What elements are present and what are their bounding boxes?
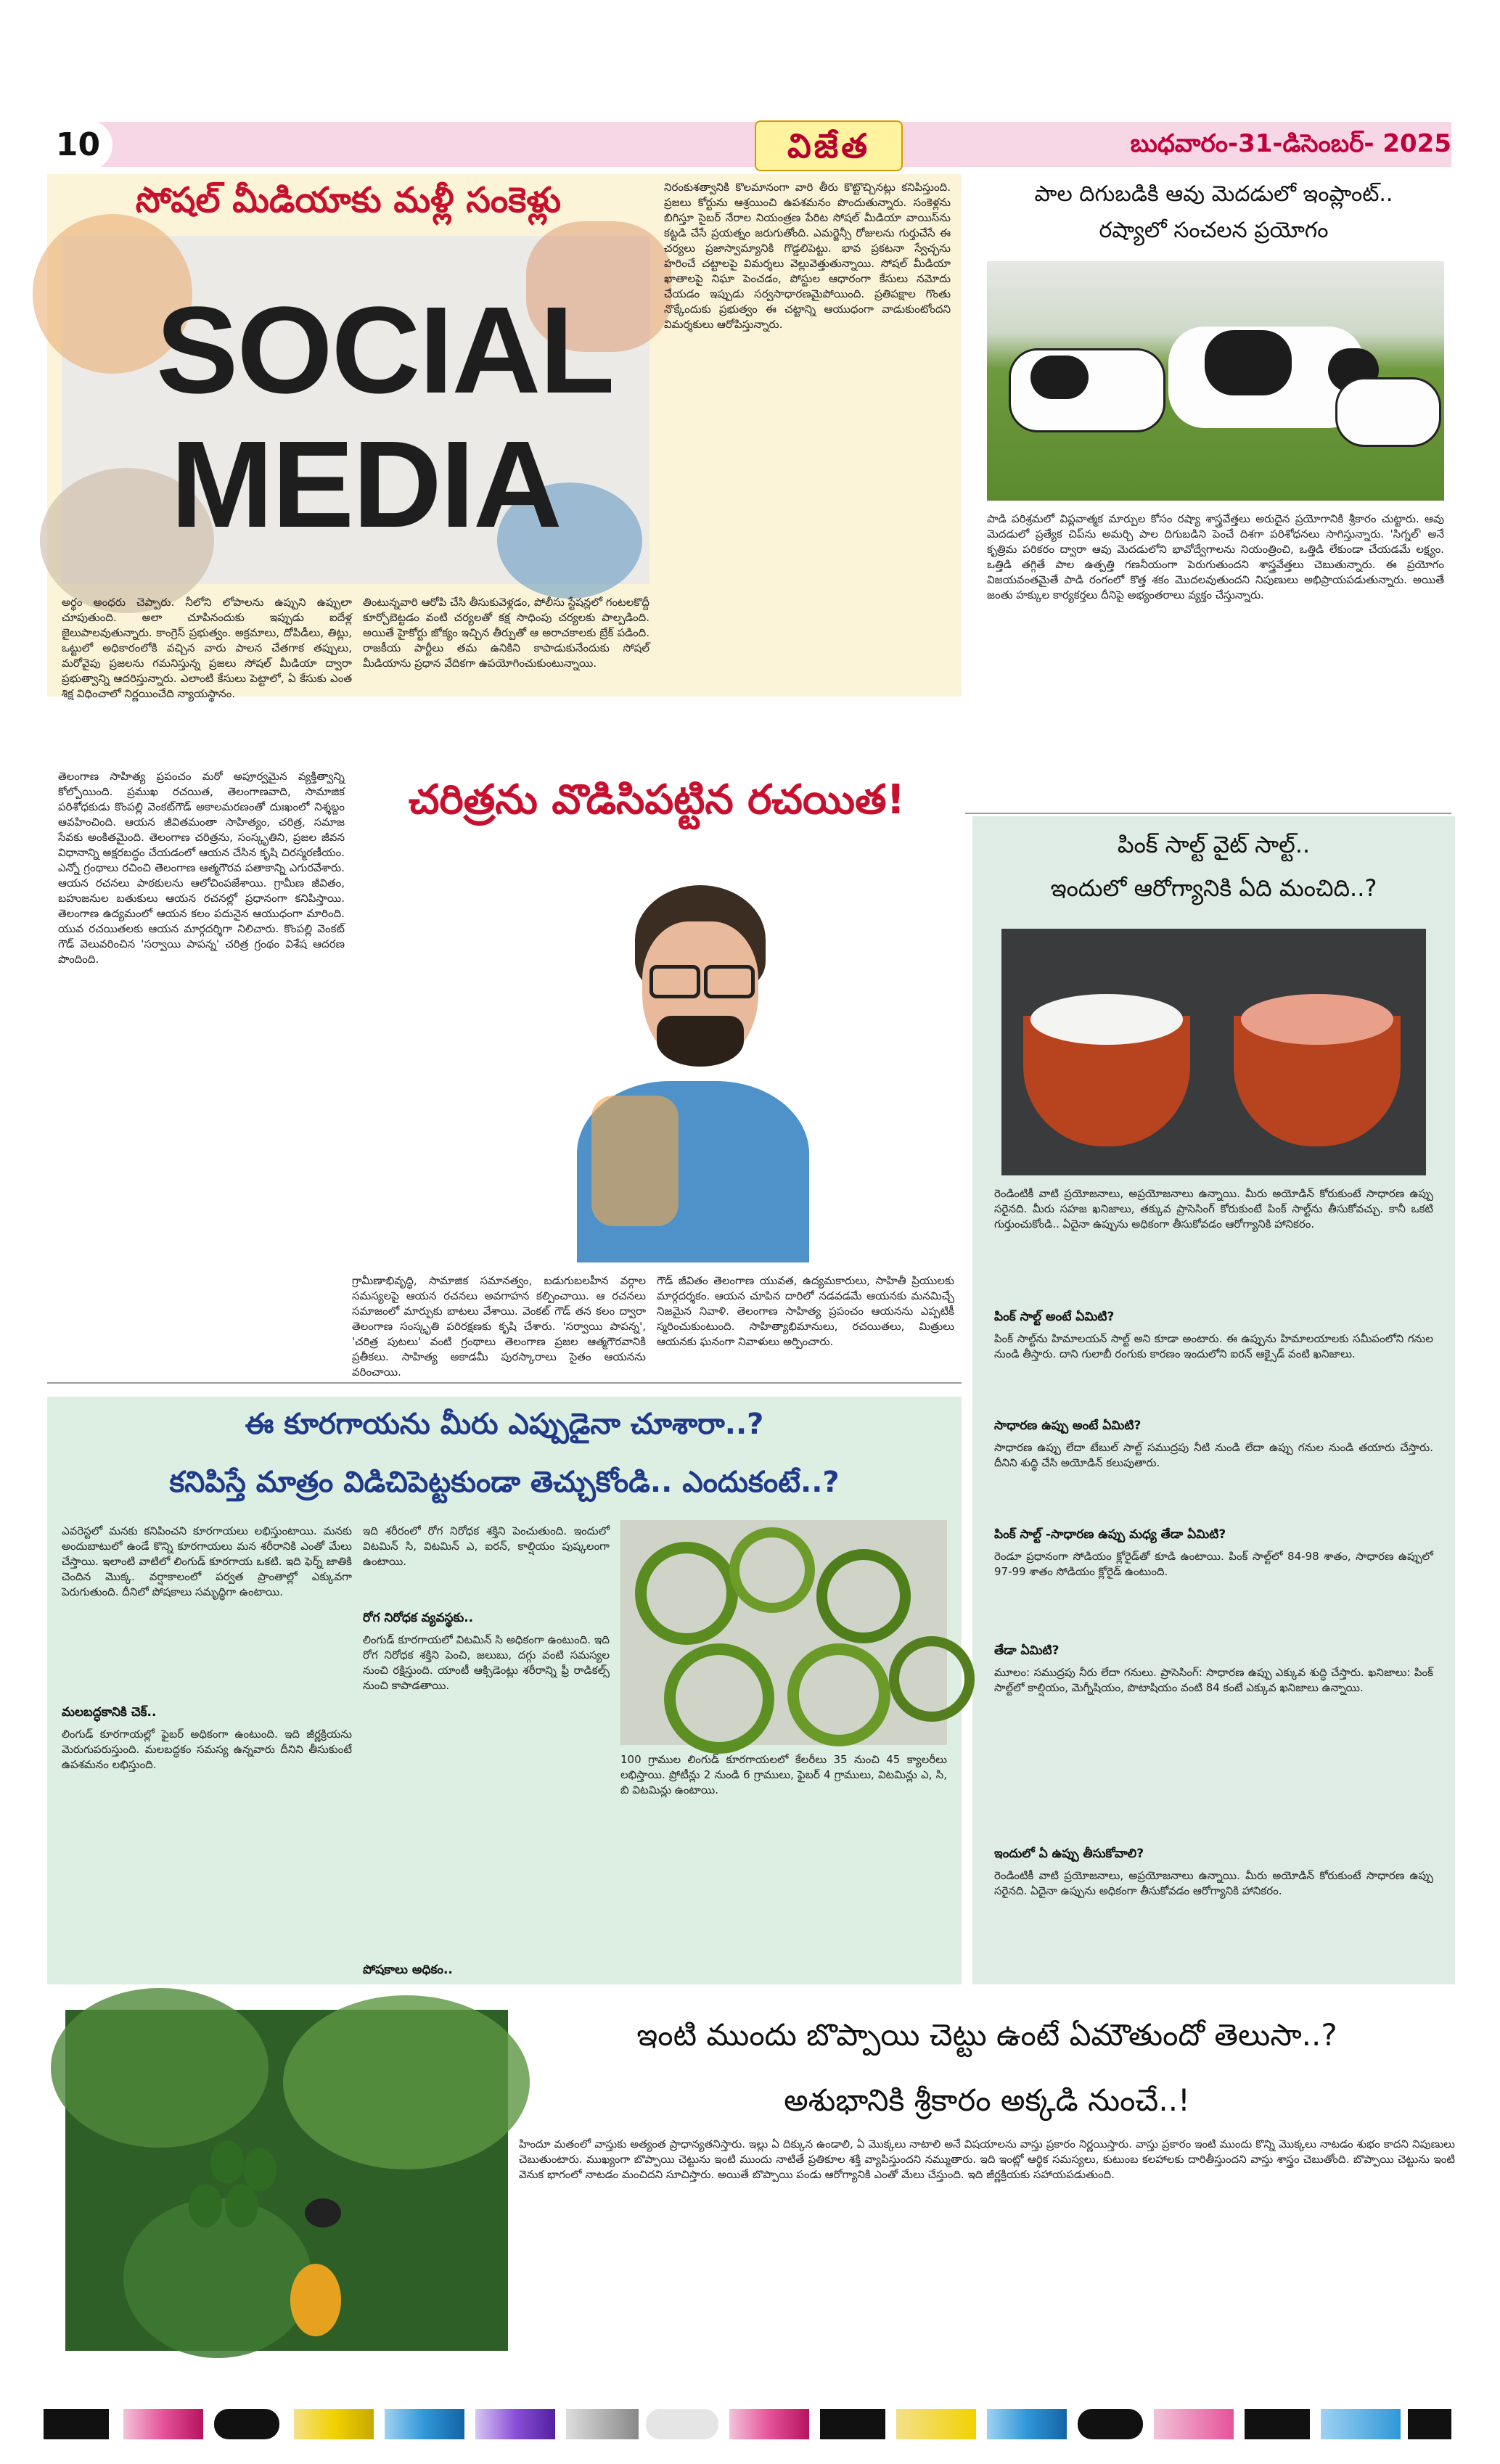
cow-headline-line2: రష్యాలో సంచలన ప్రయోగం xyxy=(1099,218,1329,243)
social-media-headline: సోషల్ మీడియాకు మళ్లీ సంకెళ్లు xyxy=(135,180,562,221)
fern-body-mid-2: లింగుడ్ కూరగాయలో విటమిన్ సి అధికంగా ఉంటుంది. ఇది రోగ నిరోధక శక్తిని పెంచి, జలుబు, దగ్గు వంటి సమస్యల నుంచి రక్షిస్తుంది. యాంటీ ఆక్సిడెంట్లు శరీరాన్ని ఫ్రీ రాడికల్స్ నుంచి కాపాడతాయి. xyxy=(363,1633,610,1692)
social-image-word-2: MEDIA xyxy=(171,416,561,554)
salt-q4: తేడా ఏమిటి? xyxy=(994,1643,1060,1658)
writer-body-mid: గ్రామీణాభివృద్ధి, సామాజిక సమానత్వం, బడుగుబలహీన వర్గాల సమస్యలపై ఆయన రచనలు అవగాహన కల్పించాయి. ఆ రచనలు సమాజంలో మార్పుకు బాటలు వేశాయి. వెంకట్ గౌడ్ తన కలం ద్వారా తెలంగాణ సంస్కృతి పరిరక్షణకు కృషి చేశారు. 'సర్వాయి పాపన్న', 'చరిత్ర పుటలు' వంటి గ్రంథాలు తెలంగాణ ప్రజల ఆత్మగౌరవానికి ప్రతీకలు. సాహిత్య అకాడమీ పురస్కారాలు సైతం ఆయనను వరించాయి. xyxy=(352,1274,646,1379)
fern-body-left-2: లింగుడ్ కూరగాయల్లో ఫైబర్ అధికంగా ఉంటుంది. ఇది జీర్ణక్రియను మెరుగుపరుస్తుంది. మలబద్ధకం సమస్య ఉన్నవారు దీనిని తీసుకుంటే ఉపశమనం లభిస్తుంది. xyxy=(62,1728,352,1771)
salt-a4: మూలం: సముద్రపు నీరు లేదా గనులు. ప్రాసెసింగ్: సాధారణ ఉప్పు ఎక్కువ శుద్ధి చేస్తారు. ఖనిజాలు: పింక్ సాల్ట్‌లో కాల్షియం, మెగ్నీషియం, పొటాషియం వంటి 84 కంటే ఎక్కువ ఖనిజాలు ఉన్నాయి. xyxy=(994,1666,1433,1694)
cow-article xyxy=(972,174,1455,805)
salt-a1: పింక్ సాల్ట్‌ను హిమాలయన్ సాల్ట్ అని కూడా అంటారు. ఈ ఉప్పును హిమాలయాలకు సమీపంలోని గనుల నుండి తీస్తారు. దాని గులాబీ రంగుకు కారణం ఇందులోని ఐరన్ ఆక్సైడ్ వంటి ఖనిజాలు. xyxy=(994,1332,1433,1360)
social-media-body-mid: తింటున్నవారి ఆరోపి చేసి తీసుకువెళ్లడం, పోలీసు స్టేషన్లలో గంటలకొద్దీ కూర్చోబెట్టడం వంటి చర్యలతో కక్ష సాధింపు చర్యలకు పాల్పడింది. అయితే హైకోర్టు జోక్యం ఇచ్చిన తీర్పుతో ఆ అరాచకాలకు బ్రేక్ పడింది. రాజకీయ పార్టీలు తమ ఉనికిని కాపాడుకునేందుకు సోషల్ మీడియాను ప్రధాన వేదికగా ఉపయోగించుకుంటున్నాయి. xyxy=(363,596,649,670)
fern-body-left: ఎవరెస్టలో మనకు కనిపించని కూరగాయలు లభిస్తుంటాయి. మనకు అందుబాటులో ఉండే కొన్ని కూరగాయలు మన శరీరానికి ఎంతో మేలు చేస్తాయి. ఇలాంటి వాటిలో లింగుడ్ కూరగాయ ఒకటి. ఇది ఫెర్న్ జాతికి చెందిన మొక్క. వర్షాకాలంలో పర్వత ప్రాంతాల్లో ఎక్కువగా పెరుగుతుంది. దీనిలో పోషకాలు సమృద్ధిగా ఉంటాయి. xyxy=(62,1524,352,1598)
salt-headline-line1: పింక్ సాల్ట్ వైట్ సాల్ట్.. xyxy=(1117,831,1311,858)
cow-body: పాడి పరిశ్రమలో విప్లవాత్మక మార్పుల కోసం రష్యా శాస్త్రవేత్తలు అరుదైన ప్రయోగానికి శ్రీకారం చుట్టారు. ఆవు మెదడులో ప్రత్యేక చిప్‌ను అమర్చి పాల దిగుబడిని పెంచే దిశగా పరిశోధనలు సాగిస్తున్నారు. 'సిగ్నల్' అనే కృత్రిమ పరికరం ద్వారా ఆవు మెదడులోని భావోద్వేగాలను నియంత్రించి, ఒత్తిడి లేకుండా చేయడమే లక్ష్యం. ఒత్తిడి తగ్గితే పాల ఉత్పత్తి గణనీయంగా పెరుగుతుందని శాస్త్రవేత్తలు చెబుతున్నారు. ఈ ప్రయోగం విజయవంతమైతే పాడి రంగంలో కొత్త శకం మొదలవుతుందని నిపుణులు అభిప్రాయపడుతున్నారు. అయితే జంతు హక్కుల కార్యకర్తలు దీనిపై అభ్యంతరాలు వ్యక్తం చేస్తున్నారు. xyxy=(987,512,1444,601)
writer-portrait xyxy=(548,856,838,1262)
masthead-logo: విజేత xyxy=(755,120,903,171)
writer-body-left: తెలంగాణ సాహిత్య ప్రపంచం మరో అపూర్వమైన వ్యక్తిత్వాన్ని కోల్పోయింది. ప్రముఖ రచయిత, తెలంగాణవాది, సామాజిక పరిశోధకుడు కొంపల్లి వెంకట్‌గౌడ్ అకాలమరణంతో దుఃఖంలో నిశ్శబ్దం ఆవహించింది. ఆయన జీవితమంతా సాహిత్యం, చరిత్ర, సమాజ సేవకు అంకితమైంది. తెలంగాణ చరిత్రను, సంస్కృతిని, ప్రజల జీవన విధానాన్ని అక్షరబద్ధం చేయడంలో ఆయన చేసిన కృషి చిరస్మరణీయం. ఎన్నో గ్రంథాలు రచించి తెలంగాణ ఆత్మగౌరవ పతాకాన్ని ఎగురవేశారు. ఆయన రచనలు పాఠకులను ఆలోచింపజేశాయి. గ్రామీణ జీవితం, బహుజనుల బతుకులు ఆయన రచనల్లో ప్రధానంగా కనిపిస్తాయి. తెలంగాణ ఉద్యమంలో ఆయన కలం పదునైన ఆయుధంగా మారింది. యువ రచయితలకు ఆయన మార్గదర్శిగా నిలిచారు. కొంపల్లి వెంకట్ గౌడ్ వెలువరించిన 'సర్వాయి పాపన్న' చరిత్ర గ్రంథం విశేష ఆదరణ పొందింది. xyxy=(58,770,345,966)
papaya-body: హిందూ మతంలో వాస్తుకు అత్యంత ప్రాధాన్యతనిస్తారు. ఇల్లు ఏ దిక్కున ఉండాలి, ఏ మొక్కలు నాటాలి అనే విషయాలను వాస్తు ప్రకారం నిర్ణయిస్తారు. వాస్తు ప్రకారం ఇంటి ముందు కొన్ని మొక్కలు నాటడం శుభం కాదని నిపుణులు చెబుతుంటారు. ముఖ్యంగా బొప్పాయి చెట్టును ఇంటి ముందు నాటితే ప్రతికూల శక్తి వ్యాపిస్తుందని నమ్ముతారు. ఇది ఇంట్లో ఆర్థిక సమస్యలు, కుటుంబ కలహాలకు దారితీస్తుందని వాస్తు శాస్త్రం చెబుతోంది. బొప్పాయి చెట్టును ఇంటి వెనుక భాగంలో నాటడం మంచిదని సూచిస్తారు. అయితే బొప్పాయి పండు ఆరోగ్యానికి ఎంతో మేలు చేస్తుంది. ఇది జీర్ణక్రియకు సహాయపడుతుంది. xyxy=(519,2137,1455,2181)
fern-image xyxy=(620,1520,947,1745)
divider-2 xyxy=(47,1382,962,1384)
fern-subheading-caption: పోషకాలు అధికం.. xyxy=(363,1963,453,1977)
cow-image xyxy=(987,261,1444,501)
social-media-body-left: అర్థం అంధరు చెప్పారు. నీలోని లోపాలను ఉప్పుని ఉప్పులా చూపుతుంది. అలా చూపినందుకు ఇప్పుడు ఐదేళ్ల జైలుపాలవుతున్నారు. కాంగ్రెస్ ప్రభుత్వం. అక్రమాలు, దోపిడీలు, తిట్లు, ఒట్టులో అధికారంలోకి వచ్చిన వారు పాలన చేతగాక తప్పులు, మరోవైపు ప్రజలను గమనిస్తున్న ప్రజలు సోషల్ మీడియా ద్వారా ప్రభుత్వాన్ని ఆదరిస్తున్నారు. ఎలాంటి కేసులు పెట్టాలో, ఏ కేసుకు ఎంత శిక్ష విధించాలో నిర్ణయించేది న్యాయస్థానం. xyxy=(62,596,352,700)
social-media-article xyxy=(47,174,962,700)
salt-q5: ఇందులో ఏ ఉప్పు తీసుకోవాలి? xyxy=(994,1847,1144,1861)
writer-body-right: గౌడ్ జీవితం తెలంగాణ యువత, ఉద్యమకారులు, సాహితీ ప్రియులకు మార్గదర్శకం. ఆయన చూపిన దారిలో నడవడమే ఆయనకు మనమిచ్చే నిజమైన నివాళి. తెలంగాణ సాహిత్య ప్రపంచం ఆయనను ఎప్పటికీ స్మరించుకుంటుంది. సాహిత్యాభిమానులు, రచయితలు, మిత్రులు ఆయనకు ఘనంగా నివాళులు అర్పించారు. xyxy=(657,1274,954,1348)
salt-headline-line2: ఇందులో ఆరోగ్యానికి ఏది మంచిది..? xyxy=(1050,874,1377,902)
salt-article xyxy=(972,816,1455,1984)
writer-article xyxy=(47,762,962,1379)
salt-image xyxy=(1001,929,1426,1175)
fern-body-mid: ఇది శరీరంలో రోగ నిరోధక శక్తిని పెంచుతుంది. ఇందులో విటమిన్ సి, విటమిన్ ఎ, ఐరన్, కాల్షియం పుష్కలంగా ఉంటాయి. xyxy=(363,1524,610,1568)
papaya-headline-line2: అశుభానికి శ్రీకారం అక్కడి నుంచే..! xyxy=(784,2082,1190,2118)
papaya-headline-line1: ఇంటి ముందు బొప్పాయి చెట్టు ఉంటే ఏమౌతుందో తెలుసా..? xyxy=(636,2017,1337,2053)
papaya-image xyxy=(65,2010,508,2351)
social-media-body-right: నిరంకుశత్వానికి కొలమానంగా వారి తీరు కొట్టొచ్చినట్లు కనిపిస్తుంది. ప్రజలు కోర్టును ఆశ్రయించి ఉపశమనం పొందుతున్నారు. సంకెళ్లను బిగిస్తూ సైబర్ నేరాల నియంత్రణ పేరిట సోషల్ మీడియా వాయిస్‌ను కట్టడి చేసే ప్రయత్నం జరుగుతోంది. ఎమర్జెన్సీ రోజులను గుర్తుచేసే ఈ చర్యలు ప్రజాస్వామ్యానికి గొడ్డలిపెట్టు. భావ ప్రకటనా స్వేచ్ఛను హరించే చట్టాలపై విమర్శలు వెల్లువెత్తుతున్నాయి. సోషల్ మీడియా ఖాతాలపై నిఘా పెంచడం, పోస్టుల ఆధారంగా కేసులు నమోదు చేయడం ఇప్పుడు సర్వసాధారణమైపోయింది. ప్రతిపక్షాల గొంతు నొక్కేందుకు ప్రభుత్వం ఈ చట్టాన్ని ఆయుధంగా వాడుకుంటోందని విమర్శకులు ఆరోపిస్తున్నారు. xyxy=(664,181,951,331)
writer-headline: చరిత్రను వొడిసిపట్టిన రచయిత! xyxy=(408,776,906,824)
social-media-image xyxy=(62,236,649,584)
divider-1 xyxy=(965,813,1451,814)
papaya-article xyxy=(47,2003,1455,2394)
fern-subheading-left: మలబద్ధకానికి చెక్.. xyxy=(62,1705,157,1720)
issue-date: బుధవారం-31-డిసెంబర్- 2025 xyxy=(1130,129,1451,158)
salt-intro: రెండింటికీ వాటి ప్రయోజనాలు, అప్రయోజనాలు ఉన్నాయి. మీరు అయోడిన్ కోరుకుంటే సాధారణ ఉప్పు సరైనది. మీరు సహజ ఖనిజాలు, తక్కువ ప్రాసెసింగ్ కోరుకుంటే పింక్ సాల్ట్‌ను తీసుకోవచ్చు. కానీ ఒకటి గుర్తుంచుకోండి.. ఏదైనా ఉప్పును అధికంగా తీసుకోవడం ఆరోగ్యానికి హానికరం. xyxy=(994,1187,1433,1231)
fern-subheading-mid: రోగ నిరోధక వ్యవస్థకు.. xyxy=(363,1611,474,1625)
salt-q2: సాధారణ ఉప్పు అంటే ఏమిటి? xyxy=(994,1418,1142,1433)
fern-caption: 100 గ్రాముల లింగుడ్ కూరగాయలలో కేలరీలు 35 నుంచి 45 క్యాలరీలు లభిస్తాయి. ప్రోటీన్లు 2 నుండి 6 గ్రాములు, ఫైబర్ 4 గ్రాములు, విటమిన్లు ఎ, సి, బి విటమిన్లు ఉంటాయి. xyxy=(620,1753,947,1796)
salt-q1: పింక్ సాల్ట్ అంటే ఏమిటి? xyxy=(994,1310,1115,1324)
page-number: 10 xyxy=(44,120,112,171)
salt-a5: రెండింటికీ వాటి ప్రయోజనాలు, అప్రయోజనాలు ఉన్నాయి. మీరు అయోడిన్ కోరుకుంటే సాధారణ ఉప్పు సరైనది. ఏదైనా ఉప్పును అధికంగా తీసుకోవడం ఆరోగ్యానికి హానికరం. xyxy=(994,1869,1433,1897)
cow-headline-line1: పాల దిగుబడికి ఆవు మెదడులో ఇంప్లాంట్.. xyxy=(1034,181,1393,207)
salt-a2: సాధారణ ఉప్పు లేదా టేబుల్ సాల్ట్ సముద్రపు నీటి నుండి లేదా ఉప్పు గనుల నుండి తయారు చేస్తారు. దీనిని శుద్ధి చేసి అయోడిన్ కలుపుతారు. xyxy=(994,1441,1433,1469)
social-image-word-1: SOCIAL xyxy=(156,282,614,419)
fern-article xyxy=(47,1397,962,1984)
salt-a3: రెండూ ప్రధానంగా సోడియం క్లోరైడ్‌తో కూడి ఉంటాయి. పింక్ సాల్ట్‌లో 84-98 శాతం, సాధారణ ఉప్పులో 97-99 శాతం సోడియం క్లోరైడ్ ఉంటుంది. xyxy=(994,1550,1433,1578)
color-registration-bar xyxy=(44,2409,1451,2439)
fern-headline-line2: కనిపిస్తే మాత్రం విడిచిపెట్టకుండా తెచ్చుకోండి.. ఎందుకంటే..? xyxy=(169,1466,840,1499)
fern-headline-line1: ఈ కూరగాయను మీరు ఎప్పుడైనా చూశారా..? xyxy=(245,1408,764,1441)
salt-q3: పింక్ సాల్ట్ -సాధారణ ఉప్పు మధ్య తేడా ఏమిటి? xyxy=(994,1527,1226,1542)
